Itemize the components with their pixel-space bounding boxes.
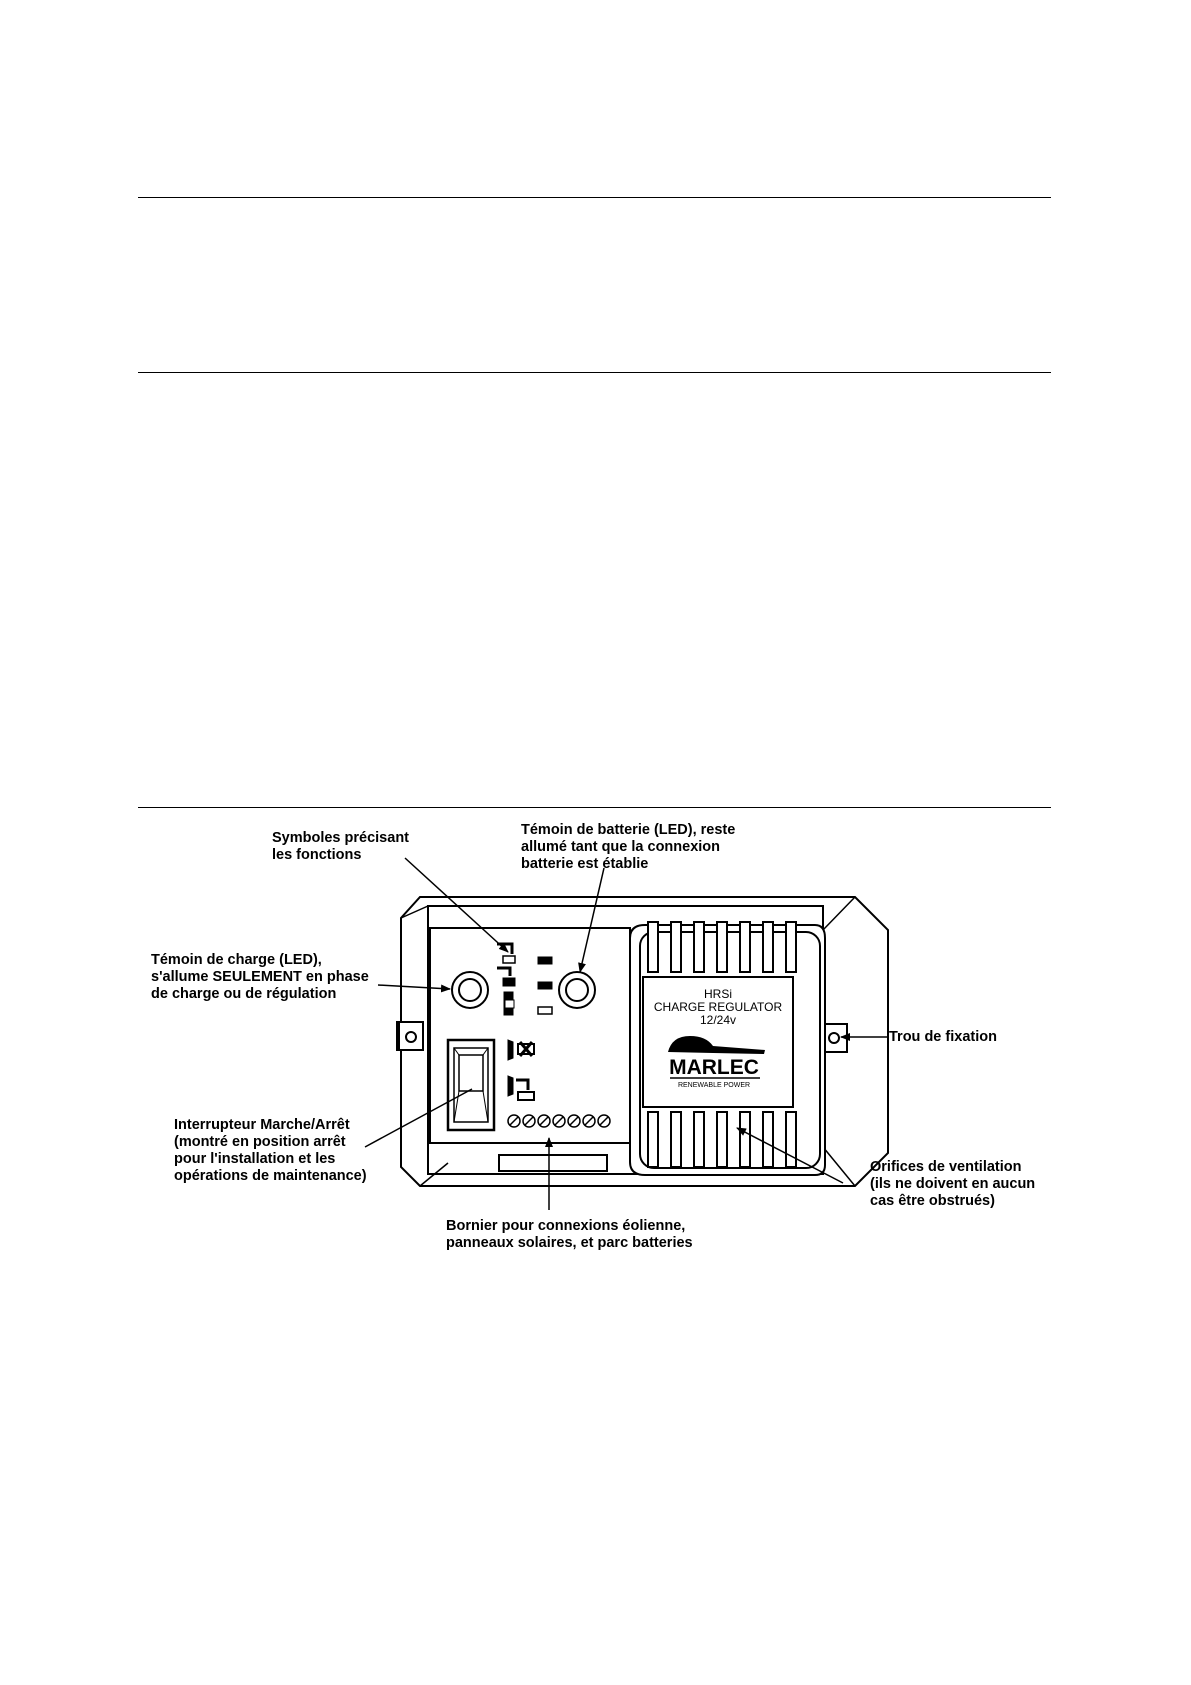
label-terminal: Bornier pour connexions éolienne, panneaux solaires, et parc batteries <box>446 1218 693 1251</box>
label-symbols: Symboles précisant les fonctions <box>272 830 409 863</box>
label-vents: Orifices de ventilation (ils ne doivent en aucun cas être obstrués) <box>870 1159 1036 1209</box>
fuse-slot <box>499 1155 607 1171</box>
voltage-text: 12/24v <box>699 1013 737 1027</box>
brand-text: MARLEC <box>669 1056 759 1079</box>
product-text: CHARGE REGULATOR <box>653 1000 783 1014</box>
label-switch: Interrupteur Marche/Arrêt (montré en position arrêt pour l'installation et les opérations de maintenance) <box>174 1117 367 1184</box>
battery-led <box>559 972 595 1008</box>
mounting-hole-left <box>399 1022 423 1050</box>
label-mounting-hole: Trou de fixation <box>889 1029 997 1045</box>
vent-slots-top <box>648 922 796 972</box>
label-charge-led: Témoin de charge (LED), s'allume SEULEMENT en phase de charge ou de régulation <box>151 952 369 1002</box>
label-battery-led: Témoin de batterie (LED), reste allumé tant que la connexion batterie est établie <box>521 822 736 872</box>
tagline-text: RENEWABLE POWER <box>677 1082 751 1089</box>
vent-slots-bottom <box>648 1112 796 1167</box>
model-text: HRSi <box>703 987 733 1001</box>
power-switch <box>448 1040 494 1130</box>
charge-led <box>452 972 488 1008</box>
